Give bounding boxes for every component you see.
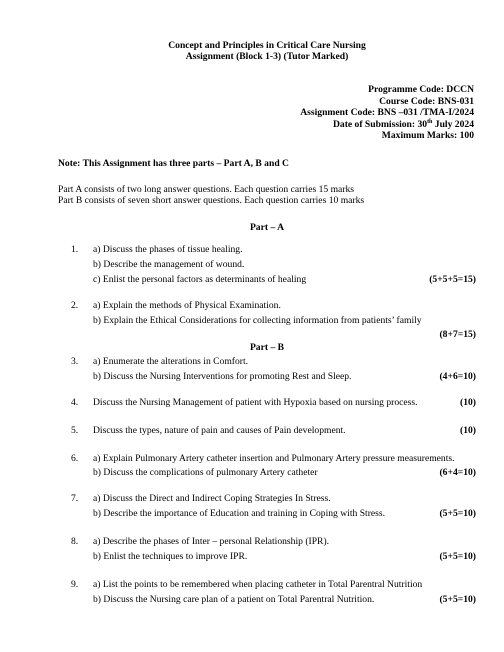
question-number: 5. [71,425,79,436]
question-2a: a) Explain the methods of Physical Examination. [93,299,281,311]
document-title: Concept and Principles in Critical Care Nursing [168,40,366,51]
submission-date-prefix: Date of Submission: 30 [332,118,428,130]
question-5 [71,425,476,436]
question-2b: b) Explain the Ethical Considerations for collecting information from patients’ family [93,314,422,326]
assignment-meta [58,84,476,142]
question-2 [71,300,476,340]
question-3 [71,356,476,382]
question-number: 2. [71,299,79,311]
question-4-text: Discuss the Nursing Management of patient with Hypoxia based on nursing process. [93,396,418,408]
question-3b: b) Discuss the Nursing Interventions for promoting Rest and Sleep. [93,370,352,382]
question-number: 8. [71,536,79,548]
question-7b: b) Describe the importance of Education and training in Coping with Stress. [93,508,386,520]
question-number: 9. [71,579,79,591]
question-7a: a) Discuss the Direct and Indirect Coping Strategies In Stress. [93,493,331,505]
question-number: 4. [71,396,79,408]
question-8a: a) Describe the phases of Inter – personal Relationship (IPR). [93,536,330,548]
submission-date [58,119,474,131]
question-number: 3. [71,355,79,367]
question-7 [71,493,476,519]
question-6 [71,453,476,478]
question-9 [71,579,476,605]
submission-date-sup: th [427,118,433,125]
question-4-marks: (10) [460,396,476,408]
course-code: Course Code: BNS-031 [379,95,474,107]
assignment-note: Note: This Assignment has three parts – Part A, B and C [58,157,289,169]
part-a-info: Part A consists of two long answer questions. Each question carries 15 marks [58,183,355,195]
question-number: 6. [71,453,79,465]
question-3-marks: (4+6=10) [439,370,476,382]
question-1a: a) Discuss the phases of tissue healing. [93,243,243,255]
part-b-heading: Part – B [249,341,285,353]
maximum-marks: Maximum Marks: 100 [381,130,474,142]
part-a-heading: Part – A [249,221,285,233]
question-1c: c) Enlist the personal factors as determinants of healing [93,273,307,285]
question-8-marks: (5+5=10) [439,551,476,563]
question-9b: b) Discuss the Nursing care plan of a patient on Total Parentral Nutrition. [93,594,375,606]
question-8 [71,536,476,562]
question-6-marks: (6+4=10) [439,467,476,479]
assignment-code: Assignment Code: BNS –031 /TMA-I/2024 [300,107,474,119]
submission-date-suffix: July 2024 [432,118,474,130]
document-subtitle: Assignment (Block 1-3) (Tutor Marked) [185,51,349,63]
question-9a: a) List the points to be remembered when placing catheter in Total Parentral Nutrition [93,579,423,591]
question-1b: b) Describe the management of wound. [93,258,245,270]
question-number: 7. [71,493,79,505]
part-b-info: Part B consists of seven short answer questions. Each question carries 10 marks [58,194,365,206]
question-1 [71,244,476,285]
question-1-marks: (5+5+5=15) [429,273,476,285]
question-4 [71,397,476,408]
parts-info [58,184,476,206]
question-2-marks: (8+7=15) [439,328,476,340]
question-6b: b) Discuss the complications of pulmonary Artery catheter [93,467,318,479]
question-5-marks: (10) [460,425,476,436]
question-6a: a) Explain Pulmonary Artery catheter insertion and Pulmonary Artery pressure measurements. [93,453,455,465]
programme-code: Programme Code: DCCN [368,84,474,96]
question-5-text: Discuss the types, nature of pain and causes of Pain development. [93,425,346,436]
question-7-marks: (5+5=10) [439,508,476,520]
question-8b: b) Enlist the techniques to improve IPR. [93,551,248,563]
question-3a: a) Enumerate the alterations in Comfort. [93,355,249,367]
question-9-marks: (5+5=10) [439,594,476,606]
question-number: 1. [71,243,79,255]
